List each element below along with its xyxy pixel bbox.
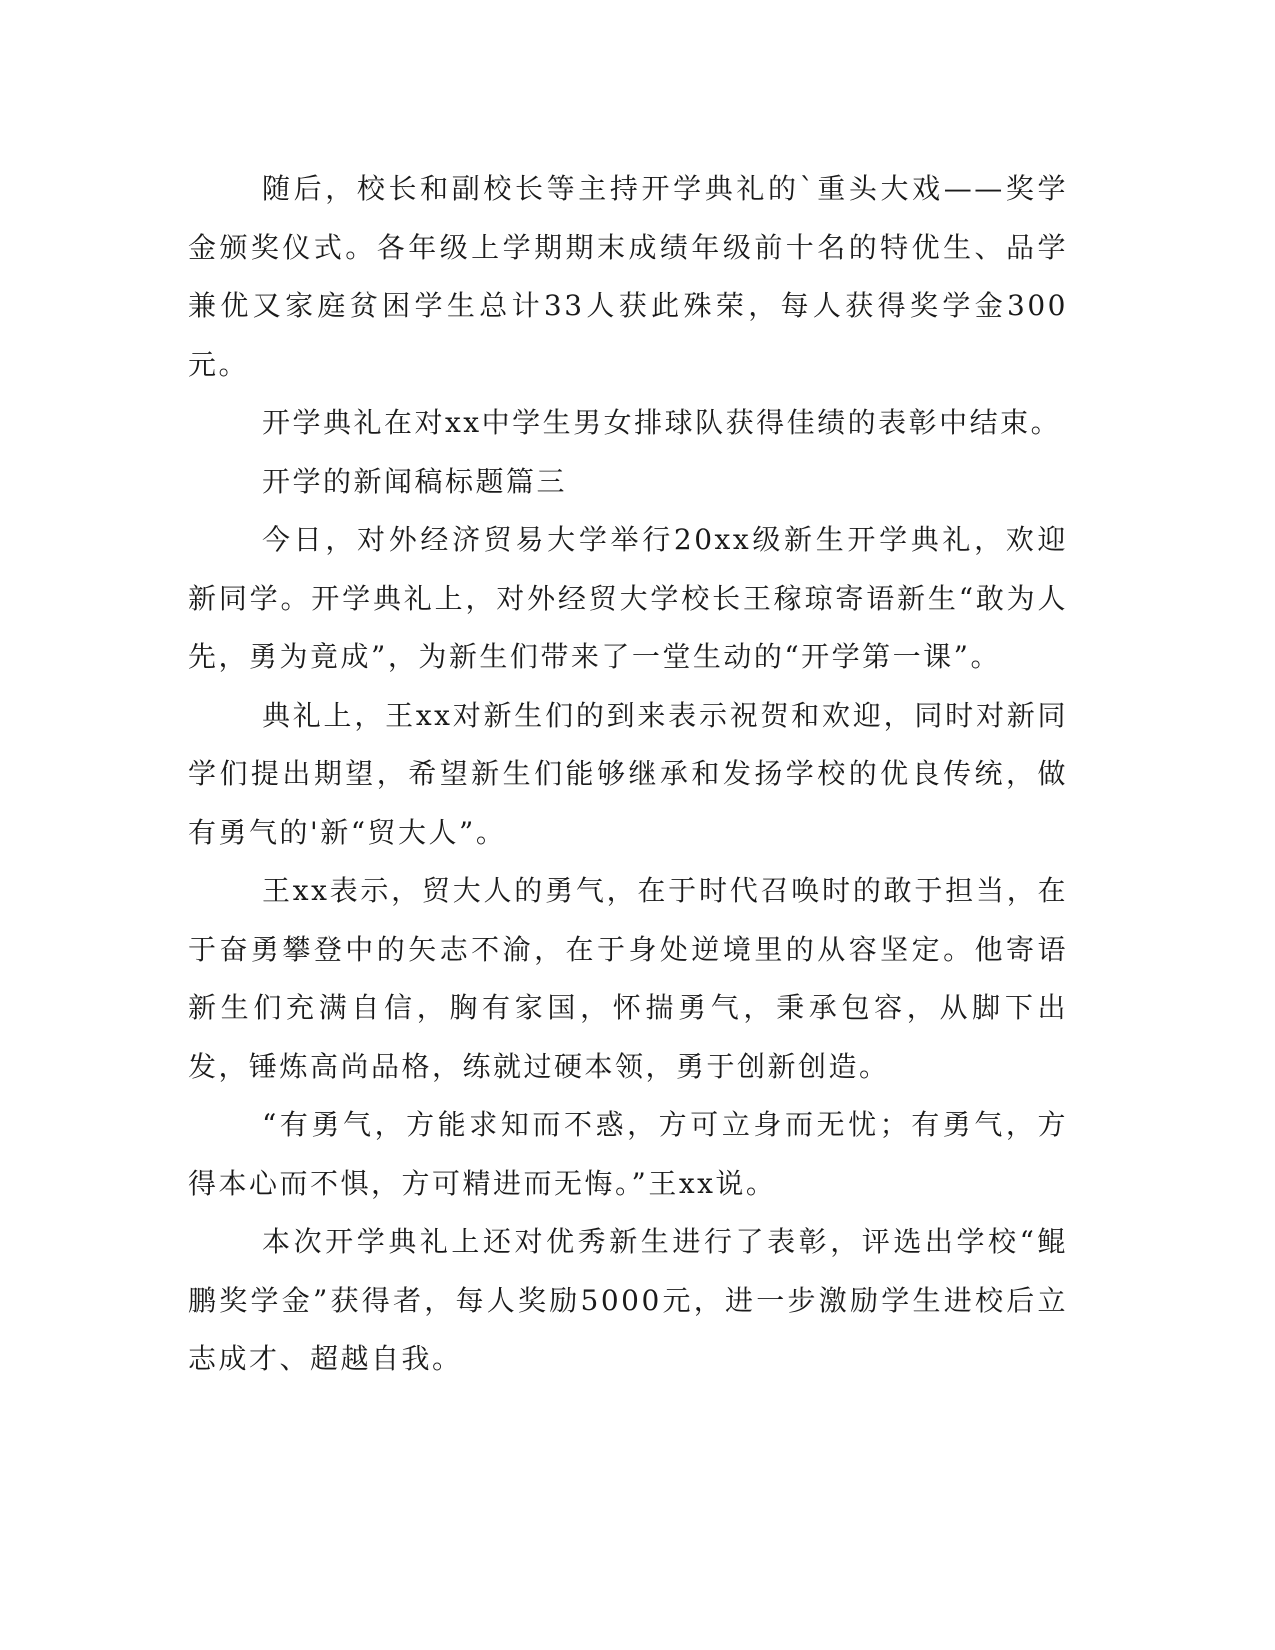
article-body bbox=[188, 160, 1068, 1389]
paragraph-ceremony-end: 开学典礼在对xx中学生男女排球队获得佳绩的表彰中结束。 bbox=[262, 406, 1062, 439]
paragraph-courage: 王xx表示，贸大人的勇气，在于时代召唤时的敢于担当，在于奋勇攀登中的矢志不渝，在于身处逆境里的从容坚定。他寄语新生们充满自信，胸有家国，怀揣勇气，秉承包容，从脚下出发，锤炼高尚品格，练就过硬本领，勇于创新创造。 bbox=[188, 874, 1068, 1083]
paragraph-quote: “有勇气，方能求知而不惑，方可立身而无忧；有勇气，方得本心而不惧，方可精进而无悔。”王xx说。 bbox=[188, 1108, 1068, 1200]
paragraph-awards: 本次开学典礼上还对优秀新生进行了表彰，评选出学校“鲲鹏奖学金”获得者，每人奖励5000元，进一步激励学生进校后立志成才、超越自我。 bbox=[188, 1225, 1068, 1375]
section-heading: 开学的新闻稿标题篇三 bbox=[262, 464, 568, 498]
paragraph-opening-ceremony: 今日，对外经济贸易大学举行20xx级新生开学典礼，欢迎新同学。开学典礼上，对外经贸大学校长王稼琼寄语新生“敢为人先，勇为竟成”，为新生们带来了一堂生动的“开学第一课”。 bbox=[188, 523, 1068, 673]
paragraph-welcome: 典礼上，王xx对新生们的到来表示祝贺和欢迎，同时对新同学们提出期望，希望新生们能够继承和发扬学校的优良传统，做有勇气的'新“贸大人”。 bbox=[188, 698, 1068, 849]
paragraph-scholarship-ceremony: 随后，校长和副校长等主持开学典礼的`重头大戏——奖学金颁奖仪式。各年级上学期期末成绩年级前十名的特优生、品学兼优又家庭贫困学生总计33人获此殊荣，每人获得奖学金300元。 bbox=[188, 172, 1068, 381]
